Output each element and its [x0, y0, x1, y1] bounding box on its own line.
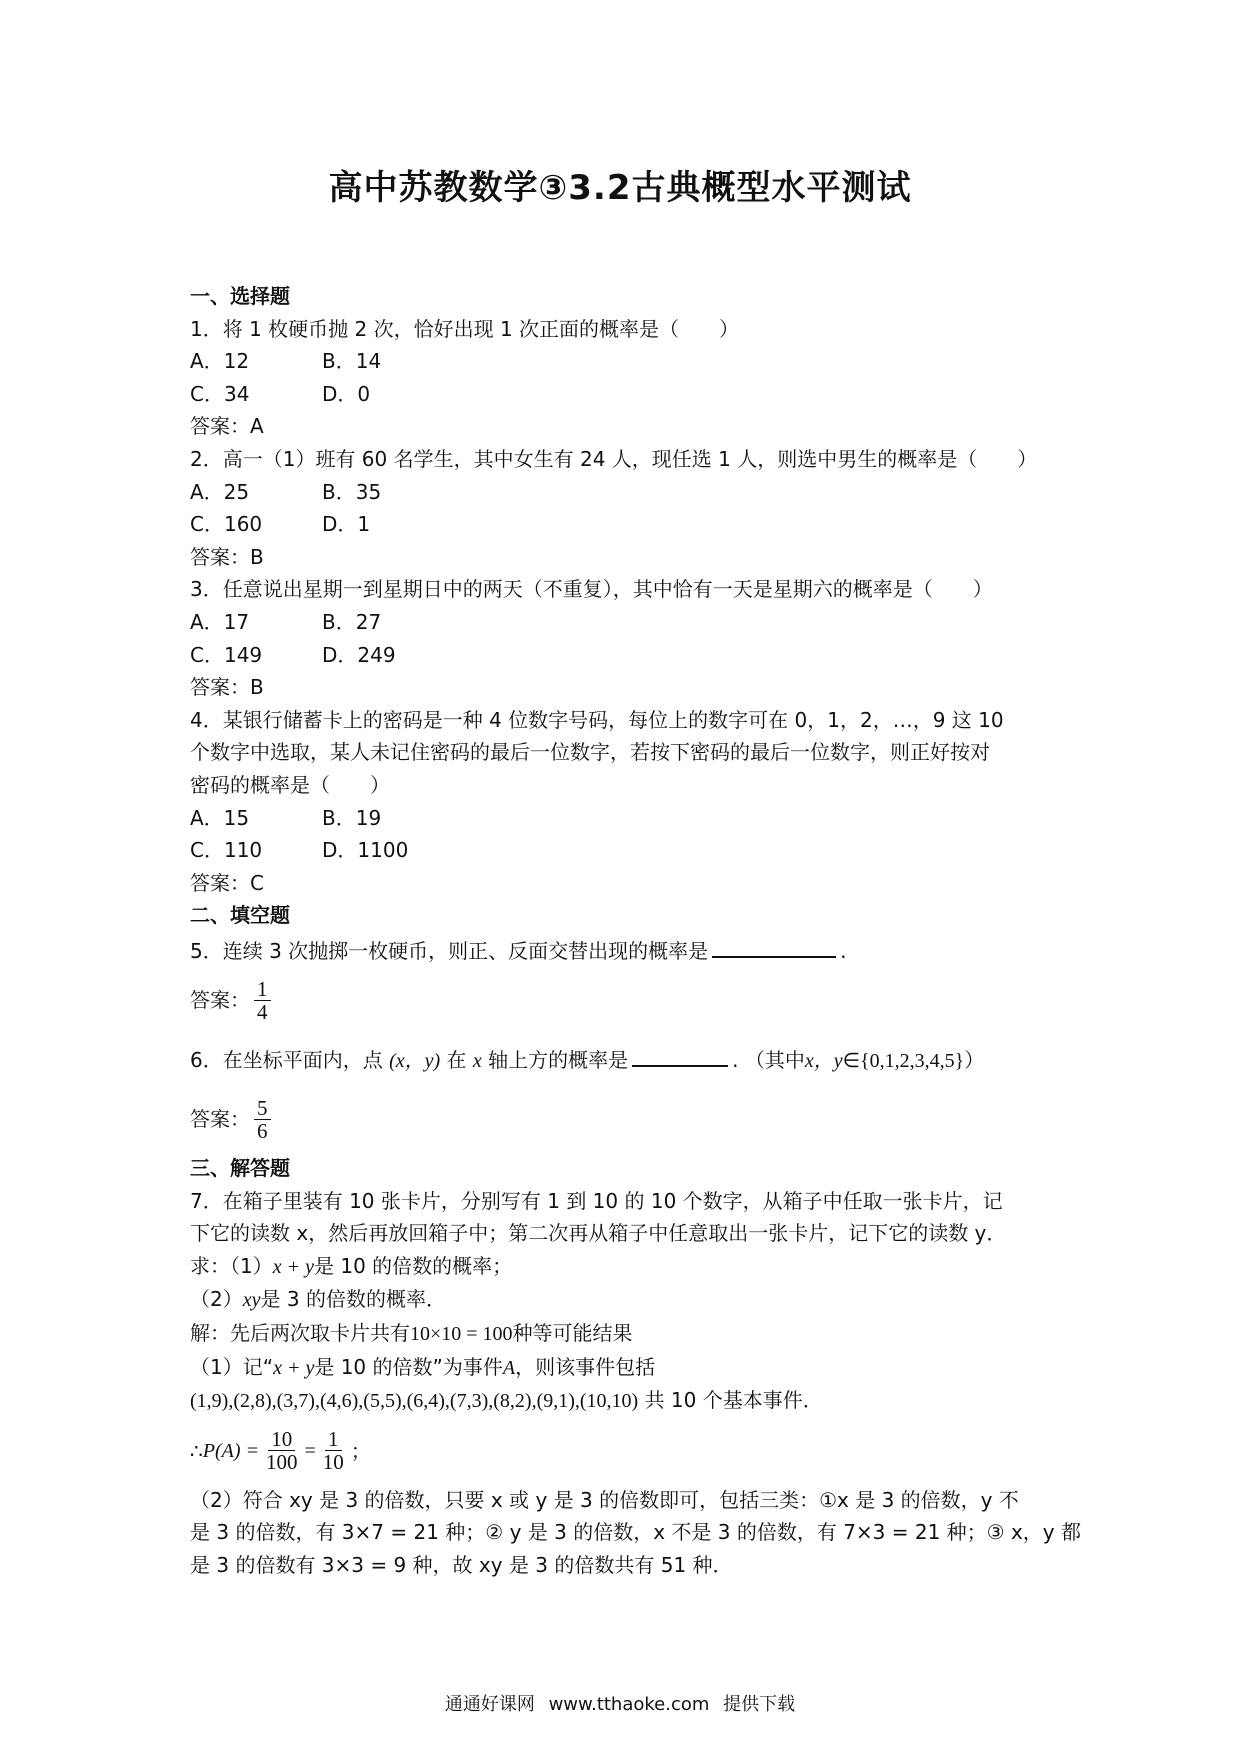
- document-body: [190, 280, 1081, 1582]
- solution-part-1: [190, 1351, 1070, 1385]
- fraction-numerator: 1: [254, 978, 271, 1001]
- question-6-end: .: [732, 1048, 739, 1073]
- solution-text: ；: [350, 1438, 371, 1463]
- fraction-numerator: 5: [254, 1097, 271, 1120]
- question-7-line-2: 下它的读数 x，然后再放回箱子中；第二次再从箱子中任意取出一张卡片，记下它的读数 y．: [190, 1221, 1007, 1246]
- question-1-options: [190, 345, 1070, 378]
- fraction-denominator: 4: [257, 999, 268, 1024]
- answer-label: 答案：: [190, 988, 250, 1013]
- question-1-stem: 1．将 1 枚硬币抛 2 次，恰好出现 1 次正面的概率是（ ）: [190, 316, 740, 341]
- answer-label: 答案：: [190, 1106, 250, 1131]
- question-6-text-a: 6．在坐标平面内，点: [190, 1048, 383, 1073]
- equals-sign: =: [304, 1439, 316, 1462]
- option-d: D．1: [322, 512, 371, 537]
- solution-text: （1）记“: [190, 1354, 274, 1379]
- solution-events: [190, 1384, 1070, 1418]
- question-4-stem-line-1: 4．某银行储蓄卡上的密码是一种 4 位数字号码，每位上的数字可在 0，1，2，…，9 这 10: [190, 707, 1004, 732]
- solution-part-2-line-3: 是 3 的倍数有 3×3 = 9 种，故 xy 是 3 的倍数共有 51 种．: [190, 1553, 733, 1577]
- condition-vars: x，y: [804, 1050, 843, 1073]
- solution-text: 共 10 个基本事件．: [644, 1388, 823, 1413]
- question-4-options: [190, 802, 1070, 835]
- solution-intro: [190, 1317, 1070, 1351]
- option-a: A．17: [190, 609, 250, 634]
- question-4-answer: 答案：C: [190, 870, 264, 895]
- page-footer: [0, 1690, 1240, 1716]
- option-a: A．25: [190, 479, 250, 504]
- page-title: 高中苏教数学③3.2古典概型水平测试: [328, 168, 912, 208]
- option-d: D．1100: [322, 838, 409, 863]
- question-3-answer: 答案：B: [190, 675, 264, 700]
- answer-blank: [632, 1041, 728, 1067]
- option-b: B．14: [322, 349, 382, 374]
- question-1-answer: 答案：A: [190, 414, 264, 439]
- fraction-denominator: 10: [322, 1450, 344, 1475]
- question-1-options-2: [190, 378, 1070, 411]
- section-heading-choice: 一、选择题: [190, 284, 290, 308]
- option-b: B．27: [322, 609, 382, 634]
- event-symbol: A: [502, 1356, 516, 1379]
- x-variable: x: [472, 1050, 482, 1073]
- question-7-line-3: [190, 1250, 1070, 1284]
- section-heading-solve: 三、解答题: [190, 1156, 290, 1181]
- footer-site-name: 通通好课网: [444, 1694, 535, 1715]
- solution-part-2-line-1: （2）符合 xy 是 3 的倍数，只要 x 或 y 是 3 的倍数即可，包括三类：①x 是 3 的倍数，y 不: [190, 1487, 1019, 1512]
- option-b: B．19: [322, 805, 382, 830]
- footer-note: 提供下载: [723, 1694, 796, 1715]
- fraction-denominator: 6: [257, 1118, 268, 1143]
- probability-fraction-1: [263, 1428, 301, 1473]
- solution-text: 是 10 的倍数”为事件: [314, 1354, 503, 1379]
- option-c: C．34: [190, 381, 250, 406]
- question-3-stem: 3．任意说出星期一到星期日中的两天（不重复），其中恰有一天是星期六的概率是（ ）: [190, 577, 993, 602]
- fraction-numerator: 1: [325, 1428, 342, 1451]
- question-6-text-b: 在: [446, 1048, 467, 1073]
- question-2-options-2: [190, 508, 1070, 541]
- question-2-answer: 答案：B: [190, 544, 264, 569]
- math-expression: xy: [242, 1289, 261, 1312]
- fraction-denominator: 100: [265, 1450, 298, 1475]
- condition-open: （其中: [744, 1048, 805, 1073]
- footer-url[interactable]: www.tthaoke.com: [548, 1694, 710, 1715]
- answer-blank: [712, 932, 836, 958]
- math-expression: 10×10 = 100: [410, 1323, 513, 1346]
- section-heading-fill: 二、填空题: [190, 903, 290, 928]
- question-3-options: [190, 606, 1070, 639]
- condition-close: ）: [964, 1048, 985, 1073]
- question-5-text: 5．连续 3 次抛掷一枚硬币，则正、反面交替出现的概率是: [190, 938, 709, 963]
- option-c: C．149: [190, 642, 263, 667]
- option-d: D．0: [322, 381, 371, 406]
- question-5-end: .: [840, 938, 847, 963]
- fraction-numerator: 10: [268, 1428, 295, 1451]
- solution-text: 种等可能结果: [512, 1321, 633, 1346]
- question-7-line-1: 7．在箱子里装有 10 张卡片，分别写有 1 到 10 的 10 个数字，从箱子中任取一张卡片，记: [190, 1188, 1003, 1213]
- option-c: C．160: [190, 512, 263, 537]
- sub-question-text: 是 3 的倍数的概率．: [260, 1287, 446, 1312]
- question-2-stem: 2．高一（1）班有 60 名学生，其中女生有 24 人，现任选 1 人，则选中男生的概率是（ ）: [190, 446, 1038, 471]
- condition-set: ∈{0,1,2,3,4,5}: [842, 1050, 965, 1073]
- question-4-options-2: [190, 834, 1070, 867]
- question-6-stem: [190, 1041, 1070, 1078]
- answer-fraction: [254, 978, 271, 1023]
- solution-part-2-line-2: 是 3 的倍数，有 3×7 = 21 种；② y 是 3 的倍数，x 不是 3 的倍数，有 7×3 = 21 种；③ x，y 都: [190, 1520, 1081, 1545]
- math-expression: x + y: [272, 1255, 314, 1278]
- solution-text: 解：先后两次取卡片共有: [190, 1321, 410, 1346]
- point-expression: (x，y): [389, 1050, 441, 1073]
- question-5-stem: [190, 932, 1070, 968]
- question-7-line-4: [190, 1283, 1070, 1317]
- question-4-stem-line-3: 密码的概率是（ ）: [190, 772, 390, 797]
- option-c: C．110: [190, 838, 263, 863]
- option-b: B．35: [322, 479, 382, 504]
- event-list: (1,9),(2,8),(3,7),(4,6),(5,5),(6,4),(7,3),(8,2),(9,1),(10,10): [190, 1390, 639, 1413]
- answer-fraction: [254, 1097, 271, 1142]
- sub-question-label: 求：（1）: [190, 1253, 273, 1278]
- probability-fraction-2: [320, 1428, 347, 1473]
- option-d: D．249: [322, 642, 396, 667]
- question-6-text-c: 轴上方的概率是: [488, 1048, 629, 1073]
- question-5-answer: [190, 967, 1070, 1033]
- probability-expression: P(A) =: [202, 1439, 259, 1462]
- question-3-options-2: [190, 639, 1070, 672]
- question-2-options: [190, 476, 1070, 509]
- sub-question-label: （2）: [190, 1287, 243, 1312]
- sub-question-text: 是 10 的倍数的概率；: [313, 1253, 513, 1278]
- math-expression: x + y: [273, 1356, 315, 1379]
- therefore-symbol: ∴: [190, 1438, 203, 1463]
- option-a: A．15: [190, 805, 250, 830]
- question-4-stem-line-2: 个数字中选取，某人未记住密码的最后一位数字，若按下密码的最后一位数字，则正好按对: [190, 740, 990, 765]
- option-a: A．12: [190, 349, 250, 374]
- question-6-answer: [190, 1086, 1070, 1152]
- solution-text: ，则该事件包括: [515, 1354, 656, 1379]
- solution-probability: [190, 1418, 1070, 1484]
